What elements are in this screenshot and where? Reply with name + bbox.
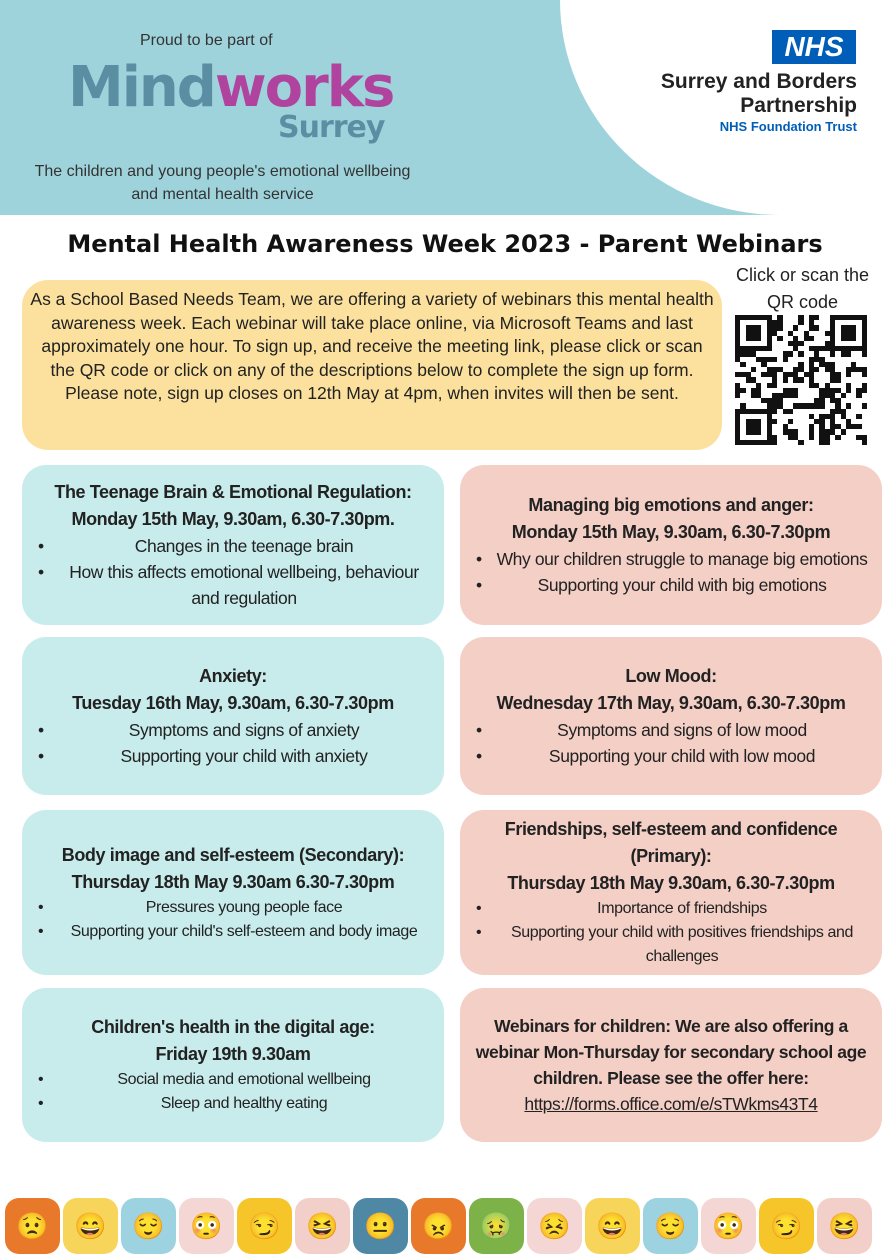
trust-line1: Surrey and Borders	[660, 70, 857, 93]
bullet-icon: •	[38, 746, 44, 766]
webinar-bullet	[32, 717, 434, 743]
bullet-text: Symptoms and signs of anxiety	[128, 720, 360, 740]
shy-face-icon: 😳	[701, 1198, 756, 1254]
webinar-bullet	[32, 559, 434, 611]
proud-text: Proud to be part of	[140, 32, 273, 49]
bullet-icon: •	[476, 549, 482, 569]
nhs-logo: NHS	[772, 30, 856, 64]
smirk-face-icon: 😏	[237, 1198, 292, 1254]
neutral-face-icon: 😐	[353, 1198, 408, 1254]
children-webinar-link[interactable]: https://forms.office.com/e/sTWkms43T4	[524, 1094, 818, 1114]
qr-label: Click or scan the QR code	[735, 265, 870, 312]
page-title: Mental Health Awareness Week 2023 - Parent Webinars	[67, 230, 823, 258]
webinar-date: Monday 15th May, 9.30am, 6.30-7.30pm	[511, 522, 831, 542]
webinar-date: Wednesday 17th May, 9.30am, 6.30-7.30pm	[496, 693, 846, 713]
angry-face-icon: 😠	[411, 1198, 466, 1254]
laughing-face-icon: 😄	[585, 1198, 640, 1254]
webinar-bullet	[32, 533, 434, 559]
trust-line3: NHS Foundation Trust	[719, 119, 857, 134]
grin-squint-face-icon: 😆	[817, 1198, 872, 1254]
bullet-icon: •	[38, 536, 44, 556]
bullet-text: Social media and emotional wellbeing	[117, 1071, 371, 1088]
bullet-text: Importance of friendships	[597, 900, 767, 917]
webinar-card[interactable]	[460, 465, 882, 625]
bullet-icon: •	[476, 900, 482, 917]
bullet-text: Supporting your child with big emotions	[537, 575, 827, 595]
webinar-date: Friday 19th 9.30am	[155, 1044, 311, 1064]
trust-line2: Partnership	[740, 94, 857, 117]
bullet-icon: •	[476, 746, 482, 766]
webinar-title: Children's health in the digital age:	[91, 1017, 375, 1037]
children-webinar-card[interactable]	[460, 988, 882, 1142]
webinar-bullet	[32, 896, 434, 920]
webinar-bullet	[32, 1092, 434, 1116]
bullet-text: Changes in the teenage brain	[134, 536, 354, 556]
mindworks-logo-sub: Surrey	[278, 110, 385, 145]
bullet-text: Supporting your child with positives friendships and challenges	[510, 924, 854, 965]
intro-box: As a School Based Needs Team, we are offering a variety of webinars this mental health awareness week. Each webinar will take place online, via Microsoft Teams and last approximately one hour. To sign up, and receive the meeting link, please click or scan the QR code or click on any of the descriptions below to complete the sign up form. Please note, sign up closes on 12th May at 4pm, when invites will then be sent.	[22, 280, 722, 450]
webinar-bullet	[470, 572, 872, 598]
logo-part2: works	[214, 55, 394, 120]
qr-code[interactable]	[735, 315, 867, 445]
header-banner	[0, 0, 890, 215]
bullet-icon: •	[476, 924, 482, 941]
tagline: The children and young people's emotional wellbeing and mental health service	[34, 163, 411, 203]
bullet-text: Supporting your child with low mood	[548, 746, 816, 766]
webinar-card[interactable]	[22, 637, 444, 795]
webinar-title: Body image and self-esteem (Secondary):	[61, 844, 405, 865]
webinar-title: The Teenage Brain & Emotional Regulation:	[54, 482, 412, 502]
squint-face-icon: 😣	[527, 1198, 582, 1254]
bullet-text: Supporting your child with anxiety	[120, 746, 368, 766]
laughing-face-icon: 😄	[63, 1198, 118, 1254]
content-face-icon: 😌	[121, 1198, 176, 1254]
webinar-date: Tuesday 16th May, 9.30am, 6.30-7.30pm	[72, 693, 394, 713]
webinar-card[interactable]	[22, 465, 444, 625]
webinar-card[interactable]	[22, 988, 444, 1142]
shy-face-icon: 😳	[179, 1198, 234, 1254]
bullet-icon: •	[38, 720, 44, 740]
trust-name	[661, 70, 857, 136]
grin-squint-face-icon: 😆	[295, 1198, 350, 1254]
bullet-icon: •	[476, 720, 482, 740]
webinar-title: Managing big emotions and anger:	[528, 495, 814, 515]
nauseous-face-icon: 🤢	[469, 1198, 524, 1254]
webinar-bullet	[470, 921, 872, 969]
bullet-icon: •	[38, 922, 44, 940]
webinar-date: Monday 15th May, 9.30am, 6.30-7.30pm.	[71, 509, 395, 529]
webinar-bullet	[32, 920, 434, 944]
webinar-title: Anxiety:	[199, 666, 267, 686]
content-face-icon: 😌	[643, 1198, 698, 1254]
bullet-text: Pressures young people face	[145, 898, 343, 916]
webinar-bullet	[470, 546, 872, 572]
bullet-icon: •	[38, 898, 44, 916]
bullet-icon: •	[476, 575, 482, 595]
children-webinar-text: Webinars for children: We are also offering a webinar Mon-Thursday for secondary school age children. Please see the offer here:	[475, 1016, 867, 1088]
webinar-date: Thursday 18th May 9.30am 6.30-7.30pm	[71, 871, 395, 892]
bullet-text: How this affects emotional wellbeing, behaviour and regulation	[69, 562, 419, 608]
webinar-bullet	[470, 897, 872, 921]
webinar-date: Thursday 18th May 9.30am, 6.30-7.30pm	[507, 873, 835, 893]
webinar-bullet	[32, 743, 434, 769]
webinar-title: Low Mood:	[625, 666, 717, 686]
webinar-card[interactable]	[460, 637, 882, 795]
webinar-card[interactable]	[22, 810, 444, 975]
worried-face-icon: 😟	[5, 1198, 60, 1254]
bullet-icon: •	[38, 1071, 44, 1088]
webinar-card[interactable]	[460, 810, 882, 975]
emoji-strip	[5, 1198, 885, 1254]
webinar-bullet	[470, 743, 872, 769]
bullet-text: Sleep and healthy eating	[160, 1095, 328, 1112]
bullet-icon: •	[38, 1095, 44, 1112]
webinar-bullet	[32, 1068, 434, 1092]
smirk-face-icon: 😏	[759, 1198, 814, 1254]
webinar-title: Friendships, self-esteem and confidence (Primary):	[504, 819, 838, 866]
mindworks-logo	[68, 55, 394, 120]
bullet-text: Why our children struggle to manage big emotions	[496, 549, 868, 569]
bullet-text: Symptoms and signs of low mood	[557, 720, 807, 740]
logo-part1: Mind	[68, 55, 215, 120]
bullet-icon: •	[38, 562, 44, 582]
bullet-text: Supporting your child's self-esteem and body image	[70, 922, 418, 940]
webinar-bullet	[470, 717, 872, 743]
